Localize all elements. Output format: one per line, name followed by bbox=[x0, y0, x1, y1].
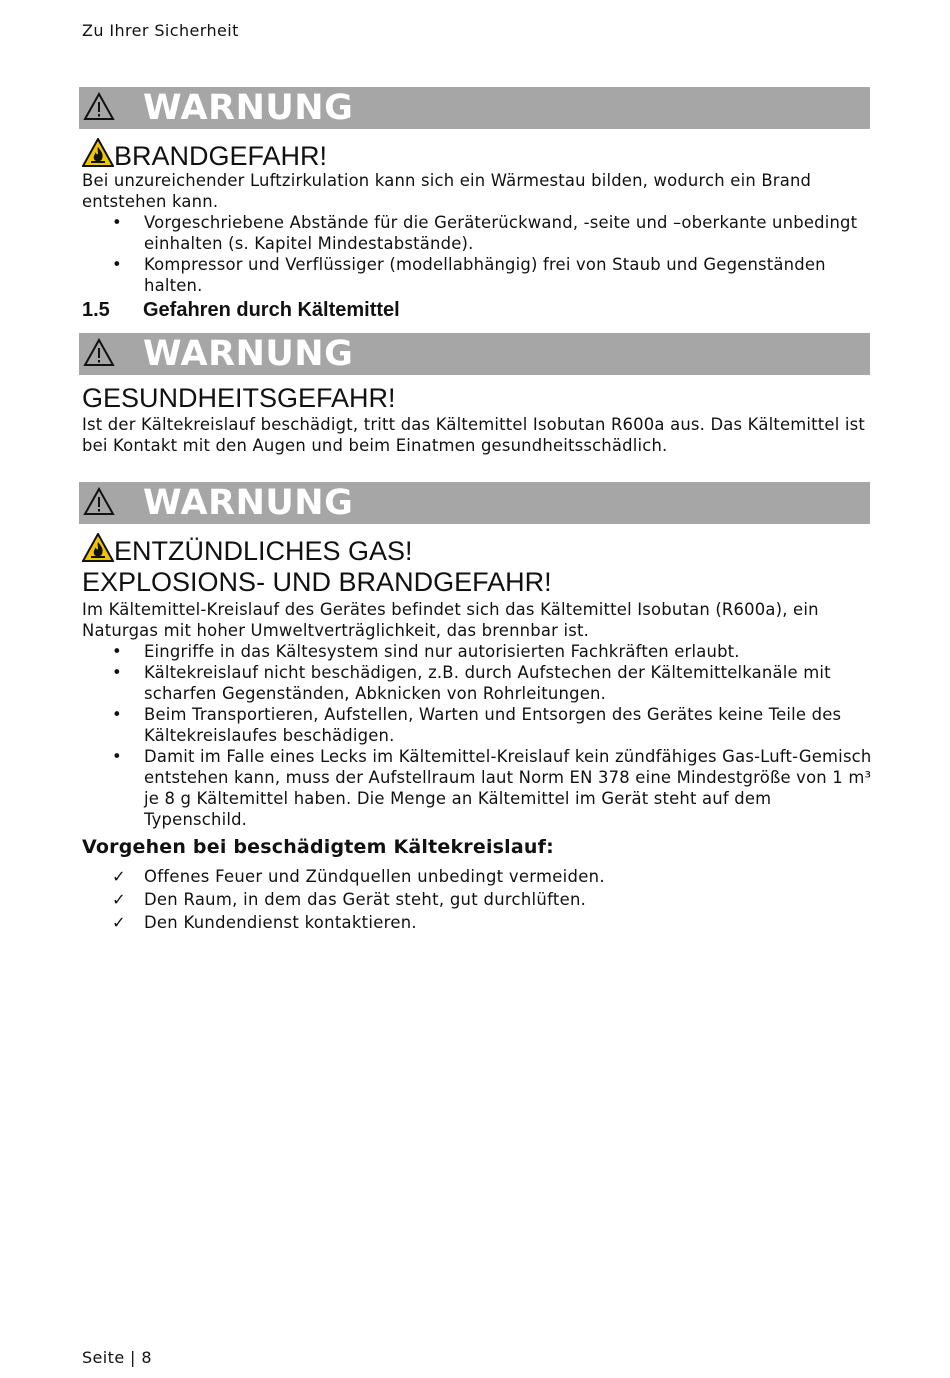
warning-triangle-icon bbox=[83, 487, 115, 517]
checklist bbox=[82, 865, 872, 934]
hazard-title: EXPLOSIONS- UND BRANDGEFAHR! bbox=[82, 567, 552, 597]
warning-triangle-icon bbox=[83, 92, 115, 122]
checklist-item bbox=[82, 911, 872, 934]
bullet-icon: • bbox=[112, 705, 122, 724]
list-item bbox=[82, 746, 872, 830]
bullet-list bbox=[82, 641, 872, 830]
bullet-icon: • bbox=[112, 747, 122, 766]
hazard-title: GESUNDHEITSGEFAHR! bbox=[82, 383, 396, 413]
warning-banner bbox=[79, 482, 870, 524]
warning-text: Bei unzureichender Luftzirkulation kann sich ein Wärmestau bilden, wodurch ein Brand entstehen kann. bbox=[82, 171, 812, 211]
bullet-icon: • bbox=[112, 255, 122, 274]
warning-triangle-icon bbox=[83, 338, 115, 368]
warning-label: WARNUNG bbox=[143, 88, 354, 128]
checklist-item-text: Offenes Feuer und Zündquellen unbedingt vermeiden. bbox=[144, 867, 605, 886]
fire-hazard-icon bbox=[82, 138, 114, 168]
warning-text: Im Kältemittel-Kreislauf des Gerätes befindet sich das Kältemittel Isobutan (R600a), ein Naturgas mit hoher Umweltverträglichkeit, das brennbar ist. bbox=[82, 600, 819, 640]
hazard-title-text: ENTZÜNDLICHES GAS! bbox=[114, 536, 413, 566]
procedure-heading: Vorgehen bei beschädigtem Kältekreislauf: bbox=[82, 836, 554, 858]
section-number: 1.5 bbox=[82, 299, 110, 321]
checklist-item-text: Den Kundendienst kontaktieren. bbox=[144, 913, 417, 932]
warning-label: WARNUNG bbox=[143, 334, 354, 374]
list-item-text: Eingriffe in das Kältesystem sind nur autorisierten Fachkräften erlaubt. bbox=[144, 642, 740, 661]
fire-hazard-icon bbox=[82, 533, 114, 563]
page-header: Zu Ihrer Sicherheit bbox=[82, 21, 239, 40]
list-item bbox=[82, 212, 872, 254]
list-item bbox=[82, 641, 872, 662]
section-heading bbox=[82, 299, 400, 322]
warning-label: WARNUNG bbox=[143, 483, 354, 523]
warning-banner bbox=[79, 333, 870, 375]
list-item-text: Vorgeschriebene Abstände für die Geräterückwand, -seite und –oberkante unbedingt einhalten (s. Kapitel Mindestabstände). bbox=[144, 213, 858, 253]
bullet-icon: • bbox=[112, 663, 122, 682]
warning-text: Ist der Kältekreislauf beschädigt, tritt das Kältemittel Isobutan R600a aus. Das Kältemittel ist bei Kontakt mit den Augen und beim Einatmen gesundheitsschädlich. bbox=[82, 415, 865, 455]
list-item-text: Kältekreislauf nicht beschädigen, z.B. durch Aufstechen der Kältemittelkanäle mit scharfen Gegenständen, Abknicken von Rohrleitungen. bbox=[144, 663, 831, 703]
warning-banner bbox=[79, 87, 870, 129]
page-footer: Seite | 8 bbox=[82, 1348, 152, 1367]
checkmark-icon: ✓ bbox=[112, 913, 127, 932]
list-item bbox=[82, 254, 872, 296]
list-item-text: Damit im Falle eines Lecks im Kältemittel-Kreislauf kein zündfähiges Gas-Luft-Gemisch entstehen kann, muss der Aufstellraum laut Norm EN 378 eine Mindestgröße von 1 m³ je 8 g Kältemittel haben. Die Menge an Kältemittel im Gerät steht auf dem Typenschild. bbox=[144, 747, 872, 829]
checkmark-icon: ✓ bbox=[112, 890, 127, 909]
section-title: Gefahren durch Kältemittel bbox=[143, 299, 400, 321]
hazard-title bbox=[82, 138, 327, 172]
checkmark-icon: ✓ bbox=[112, 867, 127, 886]
bullet-icon: • bbox=[112, 213, 122, 232]
bullet-icon: • bbox=[112, 642, 122, 661]
list-item-text: Kompressor und Verflüssiger (modellabhängig) frei von Staub und Gegenständen halten. bbox=[144, 255, 826, 295]
hazard-title bbox=[82, 533, 413, 567]
list-item bbox=[82, 662, 872, 704]
checklist-item bbox=[82, 865, 872, 888]
bullet-list bbox=[82, 212, 872, 296]
list-item-text: Beim Transportieren, Aufstellen, Warten und Entsorgen des Gerätes keine Teile des Kältekreislaufes beschädigen. bbox=[144, 705, 842, 745]
checklist-item bbox=[82, 888, 872, 911]
list-item bbox=[82, 704, 872, 746]
checklist-item-text: Den Raum, in dem das Gerät steht, gut durchlüften. bbox=[144, 890, 587, 909]
hazard-title-text: BRANDGEFAHR! bbox=[114, 141, 328, 171]
